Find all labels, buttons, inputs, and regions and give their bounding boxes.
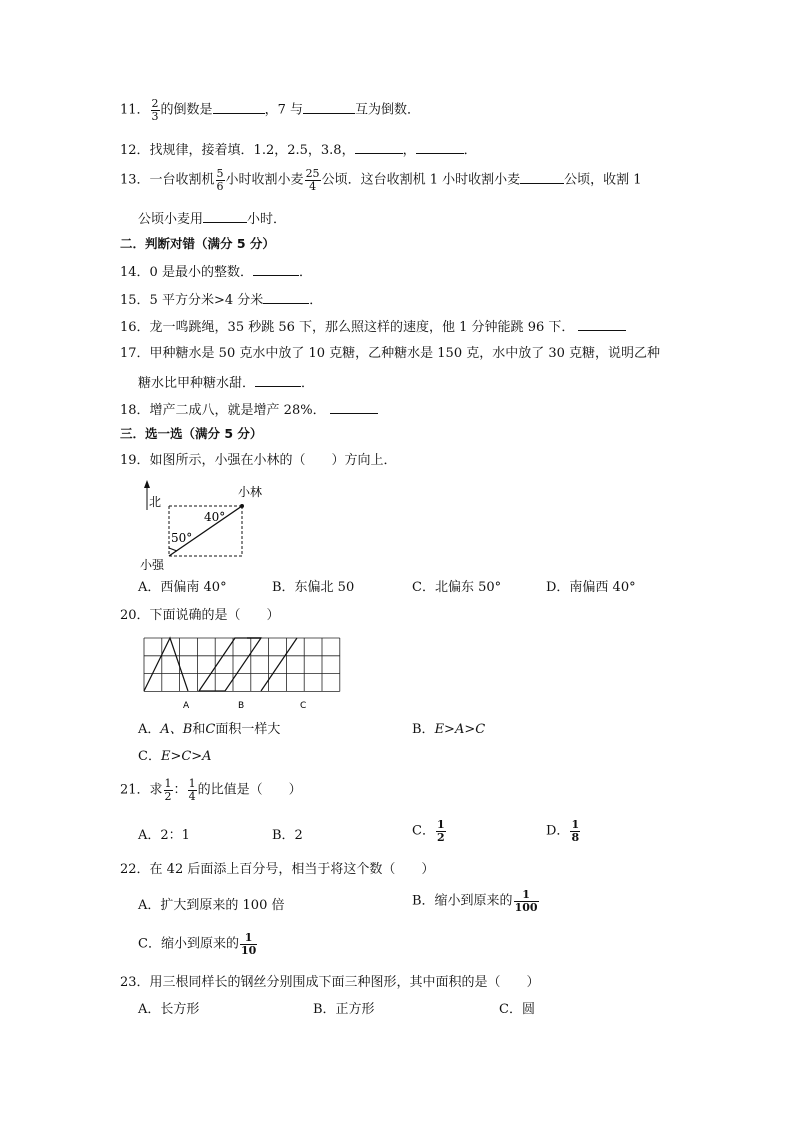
fraction: $\frac{2}{3}$ [151, 97, 159, 123]
q23-option-b[interactable]: B．正方形 [313, 1002, 375, 1017]
answer-blank[interactable] [203, 211, 247, 223]
section-heading-choice: 三．选一选（满分 5 分） [120, 426, 263, 441]
label-north: 北 [149, 495, 162, 509]
q20-option-c[interactable]: C．E>C>A [138, 749, 212, 764]
grid-figure [140, 636, 342, 712]
answer-blank[interactable] [578, 319, 626, 331]
label-a: A [183, 701, 190, 711]
q22-option-c[interactable]: C．缩小到原来的 $\frac{1}{10}$ [138, 931, 257, 957]
question-17-line2: 糖水比甲种糖水甜． ． [138, 376, 315, 391]
label-40-degree: 40° [204, 510, 226, 524]
answer-blank[interactable] [330, 402, 378, 414]
question-11: 11． $\frac{2}{3}$ 的倒数是 ，7 与 互为倒数． [120, 97, 420, 123]
q22-option-a[interactable]: A．扩大到原来的 100 倍 [138, 898, 285, 913]
question-14: 14．0 是最小的整数． ． [120, 265, 312, 280]
question-13: 13．一台收割机 $\frac{5}{6}$ 小时收割小麦 $\frac{25}{4}$ 公顷．这台收割机 1 小时收割小麦 公顷，收割 1 [120, 167, 642, 193]
q21-option-c[interactable]: C． $\frac{1}{2}$ [412, 818, 445, 844]
grid-lines [144, 638, 340, 691]
q23-option-c[interactable]: C．圆 [499, 1002, 535, 1017]
question-19: 19．如图所示，小强在小林的（ ）方向上． [120, 453, 397, 468]
question-13-line2: 公顷小麦用 小时． [138, 212, 287, 227]
answer-blank[interactable] [255, 375, 301, 387]
question-16: 16．龙一鸣跳绳，35 秒跳 56 下，那么照这样的速度，他 1 分钟能跳 96 下． [120, 319, 626, 334]
shape-c-edge [261, 638, 297, 691]
answer-blank[interactable] [253, 264, 299, 276]
label-50-degree: 50° [171, 531, 193, 545]
fraction: $\frac{1}{10}$ [240, 931, 257, 957]
answer-blank[interactable] [520, 172, 564, 184]
q23-option-a[interactable]: A．长方形 [138, 1002, 200, 1017]
label-xiaoqiang: 小强 [140, 558, 165, 570]
question-23: 23．用三根同样长的钢丝分别围成下面三种图形，其中面积的是（ ） [120, 975, 540, 990]
fraction: $\frac{1}{100}$ [514, 888, 538, 914]
fraction: $\frac{1}{2}$ [436, 818, 445, 844]
label-c: C [300, 701, 307, 711]
fraction: $\frac{1}{4}$ [188, 777, 196, 803]
question-17: 17．甲种糖水是 50 克水中放了 10 克糖，乙种糖水是 150 克，水中放了 30 克糖，说明乙种 [120, 346, 661, 361]
shape-a [144, 638, 188, 691]
answer-blank[interactable] [303, 102, 355, 114]
section-heading-judge: 二．判断对错（满分 5 分） [120, 236, 275, 251]
question-22: 22．在 42 后面添上百分号，相当于将这个数（ ） [120, 862, 435, 877]
q19-option-a[interactable]: A．西偏南 40° [138, 580, 227, 595]
fraction: $\frac{1}{8}$ [571, 818, 580, 844]
q20-option-b[interactable]: B．E>A>C [412, 722, 486, 737]
q21-option-a[interactable]: A．2：1 [138, 828, 190, 843]
fraction: $\frac{25}{4}$ [305, 167, 320, 193]
label-xiaolin: 小林 [238, 485, 263, 499]
fraction: $\frac{1}{2}$ [164, 777, 172, 803]
direction-figure [130, 478, 280, 570]
fraction: $\frac{5}{6}$ [216, 167, 224, 193]
q19-option-b[interactable]: B．东偏北 50 [272, 580, 355, 595]
answer-blank[interactable] [213, 102, 265, 114]
q20-option-a[interactable]: A．A、B和C面积一样大 [138, 722, 281, 737]
answer-blank[interactable] [355, 142, 403, 154]
question-15: 15．5 平方分米>4 分米 ． [120, 293, 323, 308]
label-b: B [238, 701, 245, 711]
question-12: 12．找规律，接着填．1.2，2.5，3.8， ， ． [120, 143, 477, 158]
q22-option-b[interactable]: B．缩小到原来的 $\frac{1}{100}$ [412, 888, 538, 914]
q19-option-c[interactable]: C．北偏东 50° [412, 580, 502, 595]
answer-blank[interactable] [263, 292, 309, 304]
shape-b [199, 638, 261, 691]
question-21: 21．求 $\frac{1}{2}$ ： $\frac{1}{4}$ 的比值是（ ） [120, 777, 302, 803]
q21-option-d[interactable]: D． $\frac{1}{8}$ [546, 818, 580, 844]
question-20: 20．下面说确的是（ ） [120, 608, 280, 623]
question-18: 18．增产二成八，就是增产 28%． [120, 402, 378, 417]
answer-blank[interactable] [416, 142, 464, 154]
q19-option-d[interactable]: D．南偏西 40° [546, 580, 636, 595]
q21-option-b[interactable]: B．2 [272, 828, 303, 843]
